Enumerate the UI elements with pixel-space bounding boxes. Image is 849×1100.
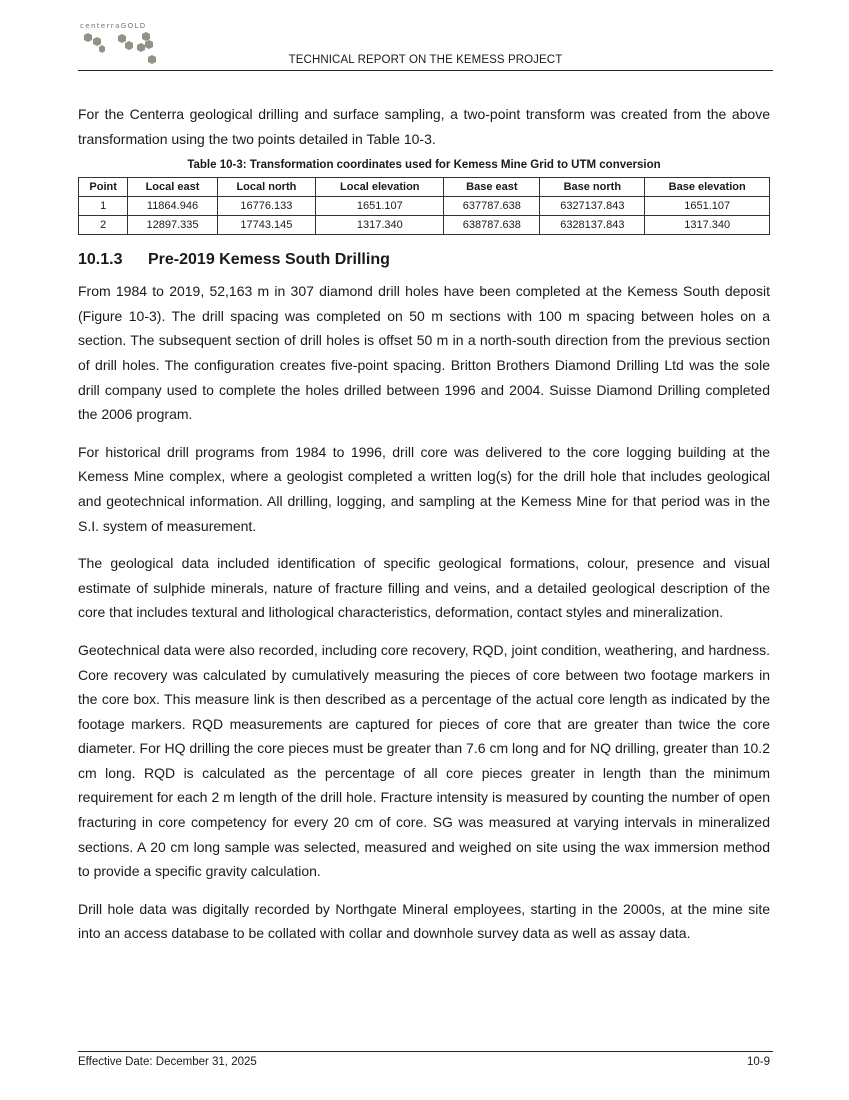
page-number: 10-9 <box>746 1056 770 1068</box>
table-cell: 16776.133 <box>217 197 316 216</box>
table-cell: 11864.946 <box>128 197 217 216</box>
table-cell: 1317.340 <box>645 216 770 235</box>
col-header-base-elevation: Base elevation <box>645 178 770 197</box>
table-cell: 1 <box>79 197 128 216</box>
body-paragraph: The geological data included identification of specific geological formations, colour, presence and visual estimate of sulphide minerals, nature of fracture filling and veins, and a detailed geological description of the core that includes textural and lithological characteristics, deformation, contact styles and mineralization. <box>78 555 770 621</box>
table-cell: 1317.340 <box>316 216 444 235</box>
section-title: Pre-2019 Kemess South Drilling <box>148 251 390 269</box>
header-divider <box>78 70 773 71</box>
table-cell: 1651.107 <box>316 197 444 216</box>
col-header-local-east: Local east <box>128 178 217 197</box>
col-header-local-elevation: Local elevation <box>316 178 444 197</box>
table-cell: 12897.335 <box>128 216 217 235</box>
table-cell: 2 <box>79 216 128 235</box>
effective-date: Effective Date: December 31, 2025 <box>78 1056 257 1068</box>
table-cell: 638787.638 <box>444 216 540 235</box>
table-header-row <box>79 178 770 197</box>
body-paragraph: From 1984 to 2019, 52,163 m in 307 diamond drill holes have been completed at the Kemess South deposit (Figure 10-3). The drill spacing was completed on 50 m sections with 100 m spacing between holes on a section. The subsequent section of drill holes is offset 50 m in a north-south direction from the previous section of drill holes. The configuration creates five-point spacing. Britton Brothers Diamond Drilling Ltd was the sole drill company used to complete the holes drilled between 1996 and 2004. Suisse Diamond Drilling completed the 2006 program. <box>78 283 770 423</box>
transformation-table <box>78 177 770 235</box>
col-header-base-north: Base north <box>540 178 645 197</box>
table-row <box>79 197 770 216</box>
table-cell: 17743.145 <box>217 216 316 235</box>
table-row <box>79 216 770 235</box>
col-header-local-north: Local north <box>217 178 316 197</box>
intro-paragraph: For the Centerra geological drilling and surface sampling, a two-point transform was created from the above transformation using the two points detailed in Table 10-3. <box>78 106 770 147</box>
table-cell: 6328137.843 <box>540 216 645 235</box>
body-paragraph: Drill hole data was digitally recorded by Northgate Mineral employees, starting in the 2000s, at the mine site into an access database to be collated with collar and downhole survey data as well as assay data. <box>78 900 770 942</box>
footer-divider <box>78 1051 773 1052</box>
col-header-point: Point <box>79 178 128 197</box>
page-body <box>78 102 770 959</box>
table-caption: Table 10-3: Transformation coordinates used for Kemess Mine Grid to UTM conversion <box>187 159 661 172</box>
report-title: TECHNICAL REPORT ON THE KEMESS PROJECT <box>288 54 563 66</box>
body-paragraph: For historical drill programs from 1984 to 1996, drill core was delivered to the core logging building at the Kemess Mine complex, where a geologist completed a written log(s) for the drill hole that includes geological and geotechnical information. All drilling, logging, and sampling at the Kemess Mine for that period was in the S.I. system of measurement. <box>78 443 770 534</box>
section-number: 10.1.3 <box>78 251 123 269</box>
table-cell: 637787.638 <box>444 197 540 216</box>
table-cell: 6327137.843 <box>540 197 645 216</box>
table-cell: 1651.107 <box>645 197 770 216</box>
col-header-base-east: Base east <box>444 178 540 197</box>
body-paragraph: Geotechnical data were also recorded, including core recovery, RQD, joint condition, weathering, and hardness. Core recovery was calculated by cumulatively measuring the pieces of core between two footage markers in the core box. This measure link is then described as a percentage of the actual core length as indicated by the footage markers. RQD measurements are captured for pieces of core that are greater than twice the core diameter. For HQ drilling the core pieces must be greater than 7.6 cm long and for NQ drilling, greater than 10.2 cm long. RQD is calculated as the percentage of all core pieces greater in length than the minimum requirement for each 2 m length of the drill hole. Fracture intensity is measured by counting the number of open fracturing in core competency for every 20 cm of core. SG was measured at varying intervals in mineralized sections. A 20 cm long sample was selected, measured and weighed on site using the wax immersion method to provide a specific gravity calculation. <box>78 641 770 880</box>
logo-wordmark: centerraGOLD <box>80 22 147 30</box>
section-heading <box>78 251 770 269</box>
